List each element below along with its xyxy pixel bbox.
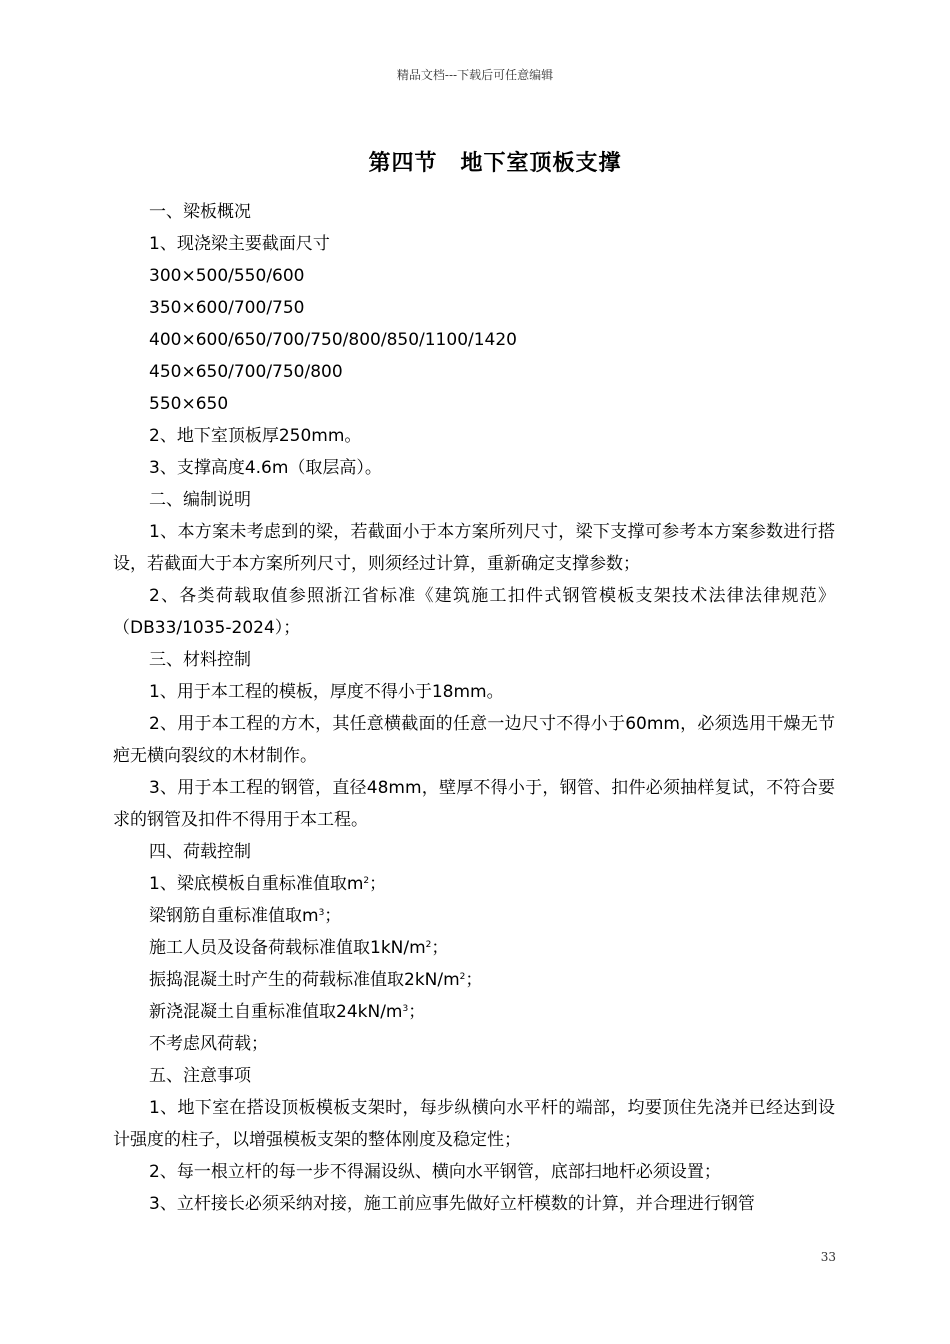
dimension-line: 300×500/550/600 bbox=[149, 266, 305, 286]
punctuation: ； bbox=[431, 938, 449, 958]
load-line bbox=[113, 868, 835, 900]
dimension-line: 350×600/700/750 bbox=[149, 298, 305, 318]
load-line bbox=[113, 900, 835, 932]
punctuation: ； bbox=[369, 874, 387, 894]
document-body bbox=[113, 196, 835, 1220]
paragraph: 1、地下室在搭设顶板模板支架时，每步纵横向水平杆的端部，均要顶住先浇并已经达到设计强度的柱子，以增强模板支架的整体刚度及稳定性； bbox=[113, 1098, 835, 1150]
heading-load-control: 四、荷载控制 bbox=[149, 842, 251, 862]
page-number: 33 bbox=[820, 1250, 836, 1264]
punctuation: ； bbox=[324, 906, 342, 926]
list-item: 3、支撑高度4.6m（取层高）。 bbox=[149, 458, 382, 478]
paragraph: 2、用于本工程的方木，其任意横截面的任意一边尺寸不得小于60mm，必须选用干燥无节疤无横向裂纹的木材制作。 bbox=[113, 714, 835, 766]
load-line: 不考虑风荷载； bbox=[149, 1034, 268, 1054]
paragraph: 2、每一根立杆的每一步不得漏设纵、横向水平钢管，底部扫地杆必须设置； bbox=[149, 1162, 721, 1182]
load-text: 梁钢筋自重标准值取m bbox=[149, 906, 319, 926]
paragraph: 3、用于本工程的钢管，直径48mm，壁厚不得小于，钢管、扣件必须抽样复试，不符合要求的钢管及扣件不得用于本工程。 bbox=[113, 778, 835, 830]
load-text: 1、梁底模板自重标准值取m bbox=[149, 874, 364, 894]
paragraph: 2、各类荷载取值参照浙江省标准《建筑施工扣件式钢管模板支架技术法律法律规范》（DB33/1035-2024）； bbox=[113, 586, 835, 638]
section-title: 第四节 地下室顶板支撑 bbox=[368, 151, 622, 176]
heading-compilation-notes: 二、编制说明 bbox=[149, 490, 251, 510]
paragraph: 3、立杆接长必须采纳对接，施工前应事先做好立杆模数的计算，并合理进行钢管 bbox=[149, 1194, 755, 1214]
load-line bbox=[113, 996, 835, 1028]
punctuation: ； bbox=[408, 1002, 426, 1022]
list-item: 2、地下室顶板厚250mm。 bbox=[149, 426, 362, 446]
load-text: 新浇混凝土自重标准值取24kN/m bbox=[149, 1002, 403, 1022]
page-header: 精品文档---下载后可任意编辑 bbox=[396, 68, 554, 82]
unit-superscript: 2 bbox=[459, 972, 466, 982]
unit-superscript: 3 bbox=[318, 908, 325, 918]
dimension-line: 400×600/650/700/750/800/850/1100/1420 bbox=[149, 330, 517, 350]
list-item: 1、现浇梁主要截面尺寸 bbox=[149, 234, 330, 254]
unit-superscript: 2 bbox=[363, 876, 370, 886]
paragraph: 1、用于本工程的模板，厚度不得小于18mm。 bbox=[149, 682, 504, 702]
heading-precautions: 五、注意事项 bbox=[149, 1066, 251, 1086]
heading-material-control: 三、材料控制 bbox=[149, 650, 251, 670]
unit-superscript: 3 bbox=[402, 1004, 409, 1014]
load-line bbox=[113, 932, 835, 964]
heading-beam-overview: 一、梁板概况 bbox=[149, 202, 251, 222]
load-line bbox=[113, 964, 835, 996]
load-text: 振捣混凝土时产生的荷载标准值取2kN/m bbox=[149, 970, 460, 990]
unit-superscript: 2 bbox=[425, 940, 432, 950]
dimension-line: 550×650 bbox=[149, 394, 229, 414]
dimension-line: 450×650/700/750/800 bbox=[149, 362, 343, 382]
punctuation: ； bbox=[465, 970, 483, 990]
load-text: 施工人员及设备荷载标准值取1kN/m bbox=[149, 938, 426, 958]
paragraph: 1、本方案未考虑到的梁，若截面小于本方案所列尺寸，梁下支撑可参考本方案参数进行搭设，若截面大于本方案所列尺寸，则须经过计算，重新确定支撑参数； bbox=[113, 522, 835, 574]
